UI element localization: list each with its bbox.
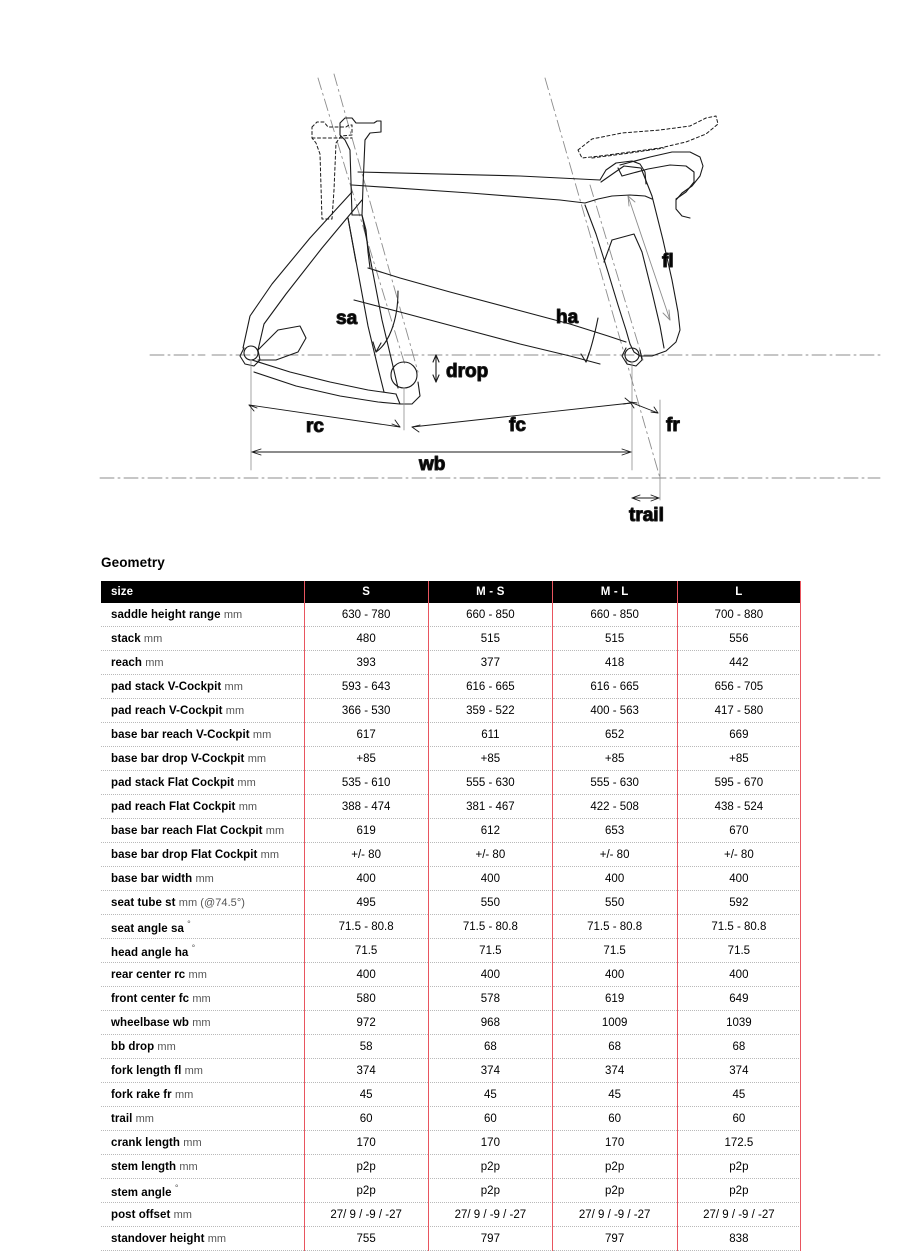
row-value: p2p	[553, 1155, 677, 1179]
table-row	[101, 1203, 801, 1227]
label-trail: trail	[629, 505, 664, 526]
row-value: 400	[428, 867, 552, 891]
row-unit: mm	[225, 704, 245, 717]
aerobar-extensions	[578, 116, 718, 158]
row-value: 374	[553, 1059, 677, 1083]
row-value: 172.5	[677, 1131, 801, 1155]
row-value: 619	[553, 987, 677, 1011]
row-value: 400	[553, 963, 677, 987]
row-value: 68	[428, 1035, 552, 1059]
table-row	[101, 1131, 801, 1155]
row-unit: mm	[238, 800, 258, 813]
row-value: 611	[428, 723, 552, 747]
table-row	[101, 603, 801, 627]
row-label	[101, 867, 304, 891]
row-value: 400	[677, 963, 801, 987]
row-value: 400	[553, 867, 677, 891]
label-rc: rc	[306, 416, 324, 437]
row-value: 377	[428, 651, 552, 675]
geometry-table-body	[101, 603, 801, 1251]
down-tube	[354, 268, 626, 364]
row-label	[101, 963, 304, 987]
row-unit: mm	[195, 872, 214, 885]
row-unit: mm	[224, 680, 243, 693]
table-row	[101, 963, 801, 987]
label-fl: fl	[662, 251, 674, 272]
row-label-text: front center fc	[111, 992, 190, 1005]
label-ha: ha	[556, 307, 579, 328]
row-unit: mm	[192, 1016, 211, 1029]
row-unit: mm	[183, 1136, 202, 1149]
table-row	[101, 1011, 801, 1035]
row-label	[101, 1227, 304, 1251]
table-row	[101, 1059, 801, 1083]
row-label-text: seat tube st	[111, 896, 176, 909]
row-value: 170	[428, 1131, 552, 1155]
row-label-text: trail	[111, 1112, 133, 1125]
row-value: 170	[553, 1131, 677, 1155]
geometry-title: Geometry	[101, 555, 165, 570]
row-value: 366 - 530	[304, 699, 428, 723]
table-row	[101, 651, 801, 675]
row-value: 418	[553, 651, 677, 675]
row-value: 60	[428, 1107, 552, 1131]
row-unit: mm (@74.5°)	[178, 896, 245, 909]
row-unit: mm	[192, 992, 211, 1005]
row-label	[101, 987, 304, 1011]
fork	[604, 234, 664, 348]
row-value: 652	[553, 723, 677, 747]
handlebar	[618, 152, 703, 218]
table-row	[101, 1227, 801, 1251]
row-degree-symbol: °	[187, 918, 191, 929]
row-value: 374	[304, 1059, 428, 1083]
row-value: 670	[677, 819, 801, 843]
table-row	[101, 627, 801, 651]
row-value: 60	[553, 1107, 677, 1131]
seat-tube	[348, 215, 398, 392]
row-value: +85	[677, 747, 801, 771]
row-value: 669	[677, 723, 801, 747]
row-unit: mm	[237, 776, 256, 789]
row-value: 388 - 474	[304, 795, 428, 819]
row-value: 400	[677, 867, 801, 891]
row-label	[101, 843, 304, 867]
row-value: +85	[428, 747, 552, 771]
column-header-size: size	[101, 581, 304, 603]
table-row	[101, 699, 801, 723]
row-value: 359 - 522	[428, 699, 552, 723]
row-value: 653	[553, 819, 677, 843]
row-value: 515	[553, 627, 677, 651]
row-value: 555 - 630	[553, 771, 677, 795]
row-label	[101, 1011, 304, 1035]
row-unit: mm	[173, 1208, 193, 1221]
table-row	[101, 867, 801, 891]
row-value: p2p	[553, 1179, 677, 1203]
row-value: 1009	[553, 1011, 677, 1035]
row-value: 381 - 467	[428, 795, 552, 819]
row-value: 71.5	[677, 939, 801, 963]
row-value: 1039	[677, 1011, 801, 1035]
table-row	[101, 1107, 801, 1131]
row-label	[101, 1059, 304, 1083]
row-value: 838	[677, 1227, 801, 1251]
rear-dropout	[240, 346, 260, 366]
rear-center-dimension	[249, 405, 400, 427]
row-label-text: seat angle sa	[111, 922, 184, 935]
bb-drop-indicator	[433, 355, 439, 382]
row-value: 68	[677, 1035, 801, 1059]
row-value: 617	[304, 723, 428, 747]
row-label	[101, 771, 304, 795]
row-degree-symbol: °	[191, 942, 196, 953]
row-value: 417 - 580	[677, 699, 801, 723]
row-label-text: stack	[111, 632, 141, 645]
row-value: +/- 80	[304, 843, 428, 867]
row-value: 438 - 524	[677, 795, 801, 819]
row-value: 700 - 880	[677, 603, 801, 627]
column-header-s: S	[304, 581, 428, 603]
label-fr: fr	[666, 415, 680, 436]
row-label	[101, 1155, 304, 1179]
table-row	[101, 675, 801, 699]
table-row	[101, 771, 801, 795]
row-value: 393	[304, 651, 428, 675]
row-value: p2p	[428, 1155, 552, 1179]
row-value: 45	[428, 1083, 552, 1107]
label-sa: sa	[336, 308, 358, 329]
table-row	[101, 1155, 801, 1179]
row-label	[101, 1203, 304, 1227]
label-drop: drop	[446, 361, 489, 382]
row-label-text: crank length	[111, 1136, 180, 1149]
row-label-text: bb drop	[111, 1040, 155, 1053]
table-row	[101, 819, 801, 843]
construction-lines	[100, 74, 880, 478]
row-label	[101, 1131, 304, 1155]
row-value: +/- 80	[428, 843, 552, 867]
row-value: +85	[553, 747, 677, 771]
row-value: p2p	[428, 1179, 552, 1203]
table-row	[101, 939, 801, 963]
geometry-section	[0, 555, 900, 1251]
row-label	[101, 1035, 304, 1059]
table-row	[101, 843, 801, 867]
row-value: 71.5	[304, 939, 428, 963]
row-label	[101, 651, 304, 675]
row-label	[101, 891, 304, 915]
row-label-text: reach	[111, 656, 142, 669]
row-value: 71.5 - 80.8	[304, 915, 428, 939]
table-header-row	[101, 581, 801, 603]
row-label-text: base bar drop Flat Cockpit	[111, 848, 258, 861]
row-label	[101, 939, 304, 963]
row-value: 630 - 780	[304, 603, 428, 627]
row-value: +/- 80	[553, 843, 677, 867]
row-unit: mm	[260, 848, 280, 861]
row-value: 27/ 9 / -9 / -27	[677, 1203, 801, 1227]
row-label	[101, 795, 304, 819]
row-value: 656 - 705	[677, 675, 801, 699]
row-unit: mm	[207, 1232, 227, 1245]
row-value: 595 - 670	[677, 771, 801, 795]
row-label-text: standover height	[111, 1232, 205, 1245]
row-value: 660 - 850	[428, 603, 552, 627]
row-unit: mm	[188, 968, 207, 981]
row-label-text: stem length	[111, 1160, 177, 1173]
row-label	[101, 627, 304, 651]
row-label	[101, 723, 304, 747]
table-row	[101, 1035, 801, 1059]
row-value: 495	[304, 891, 428, 915]
row-value: 60	[677, 1107, 801, 1131]
row-value: 71.5	[428, 939, 552, 963]
row-value: 619	[304, 819, 428, 843]
frame-geometry-drawing	[0, 0, 900, 555]
row-label-text: pad reach V-Cockpit	[111, 704, 223, 717]
row-value: 170	[304, 1131, 428, 1155]
row-value: 374	[677, 1059, 801, 1083]
row-value: 442	[677, 651, 801, 675]
table-row	[101, 987, 801, 1011]
row-value: 45	[677, 1083, 801, 1107]
row-value: 616 - 665	[553, 675, 677, 699]
row-value: 71.5 - 80.8	[553, 915, 677, 939]
row-unit: mm	[179, 1160, 198, 1173]
row-label-text: fork length fl	[111, 1064, 182, 1077]
row-value: p2p	[677, 1179, 801, 1203]
table-row	[101, 723, 801, 747]
row-value: 797	[553, 1227, 677, 1251]
row-value: 60	[304, 1107, 428, 1131]
row-value: 45	[304, 1083, 428, 1107]
row-value: 550	[553, 891, 677, 915]
row-label-text: fork rake fr	[111, 1088, 172, 1101]
row-label-text: head angle ha	[111, 946, 189, 959]
row-label-text: base bar reach Flat Cockpit	[111, 824, 263, 837]
row-value: 580	[304, 987, 428, 1011]
row-value: 71.5 - 80.8	[428, 915, 552, 939]
row-value: 555 - 630	[428, 771, 552, 795]
row-value: 593 - 643	[304, 675, 428, 699]
row-label-text: pad stack V-Cockpit	[111, 680, 222, 693]
row-value: 616 - 665	[428, 675, 552, 699]
row-value: 649	[677, 987, 801, 1011]
row-label	[101, 1083, 304, 1107]
row-unit: mm	[265, 824, 285, 837]
row-label-text: wheelbase wb	[111, 1016, 189, 1029]
row-value: 374	[428, 1059, 552, 1083]
bottom-bracket	[391, 362, 420, 404]
row-unit: mm	[247, 752, 267, 765]
row-unit: mm	[252, 728, 272, 741]
row-label-text: base bar reach V-Cockpit	[111, 728, 250, 741]
frame-geometry-diagram	[0, 0, 900, 555]
row-value: p2p	[304, 1179, 428, 1203]
table-row	[101, 1083, 801, 1107]
row-label	[101, 1107, 304, 1131]
geometry-table-head	[101, 581, 801, 603]
row-value: 480	[304, 627, 428, 651]
row-degree-symbol: °	[174, 1182, 179, 1193]
row-label-text: saddle height range	[111, 608, 221, 621]
row-value: 535 - 610	[304, 771, 428, 795]
label-fc: fc	[509, 415, 526, 436]
row-value: 797	[428, 1227, 552, 1251]
row-value: 27/ 9 / -9 / -27	[304, 1203, 428, 1227]
top-tube	[352, 172, 600, 203]
table-row	[101, 747, 801, 771]
row-unit: mm	[157, 1040, 176, 1053]
row-label-text: rear center rc	[111, 968, 186, 981]
row-label	[101, 675, 304, 699]
row-value: 400	[304, 867, 428, 891]
geometry-table-wrapper	[101, 581, 801, 1251]
trail-dimension	[632, 495, 659, 501]
table-row	[101, 891, 801, 915]
row-label-text: stem angle	[111, 1186, 172, 1199]
row-unit: mm	[145, 656, 164, 669]
row-value: 68	[553, 1035, 677, 1059]
column-header-m-s: M - S	[428, 581, 552, 603]
row-value: 660 - 850	[553, 603, 677, 627]
row-label-text: pad reach Flat Cockpit	[111, 800, 236, 813]
row-label-text: base bar width	[111, 872, 193, 885]
row-value: 58	[304, 1035, 428, 1059]
row-value: 550	[428, 891, 552, 915]
row-value: 27/ 9 / -9 / -27	[428, 1203, 552, 1227]
geometry-table	[101, 581, 801, 1251]
row-unit: mm	[223, 608, 243, 621]
row-unit: mm	[184, 1064, 204, 1077]
table-row	[101, 1179, 801, 1203]
row-unit: mm	[143, 632, 163, 645]
row-value: +/- 80	[677, 843, 801, 867]
column-header-l: L	[677, 581, 801, 603]
row-value: 27/ 9 / -9 / -27	[553, 1203, 677, 1227]
row-label	[101, 915, 304, 939]
label-wb: wb	[419, 454, 446, 475]
row-value: +85	[304, 747, 428, 771]
row-value: 515	[428, 627, 552, 651]
row-value: 71.5	[553, 939, 677, 963]
row-value: 972	[304, 1011, 428, 1035]
row-label	[101, 603, 304, 627]
row-value: 400	[428, 963, 552, 987]
row-value: 612	[428, 819, 552, 843]
row-value: 968	[428, 1011, 552, 1035]
row-value: 45	[553, 1083, 677, 1107]
row-value: 400 - 563	[553, 699, 677, 723]
column-header-m-l: M - L	[553, 581, 677, 603]
row-label	[101, 747, 304, 771]
row-label-text: pad stack Flat Cockpit	[111, 776, 235, 789]
row-label-text: base bar drop V-Cockpit	[111, 752, 245, 765]
row-label	[101, 819, 304, 843]
fork-rake-dimension	[630, 402, 658, 413]
row-unit: mm	[135, 1112, 155, 1125]
row-value: 578	[428, 987, 552, 1011]
row-label-text: post offset	[111, 1208, 171, 1221]
table-row	[101, 795, 801, 819]
row-value: 755	[304, 1227, 428, 1251]
row-label	[101, 699, 304, 723]
row-value: 422 - 508	[553, 795, 677, 819]
row-label	[101, 1179, 304, 1203]
row-value: 400	[304, 963, 428, 987]
row-value: p2p	[304, 1155, 428, 1179]
row-value: 556	[677, 627, 801, 651]
row-value: 71.5 - 80.8	[677, 915, 801, 939]
row-value: p2p	[677, 1155, 801, 1179]
row-unit: mm	[174, 1088, 194, 1101]
table-row	[101, 915, 801, 939]
row-value: 592	[677, 891, 801, 915]
